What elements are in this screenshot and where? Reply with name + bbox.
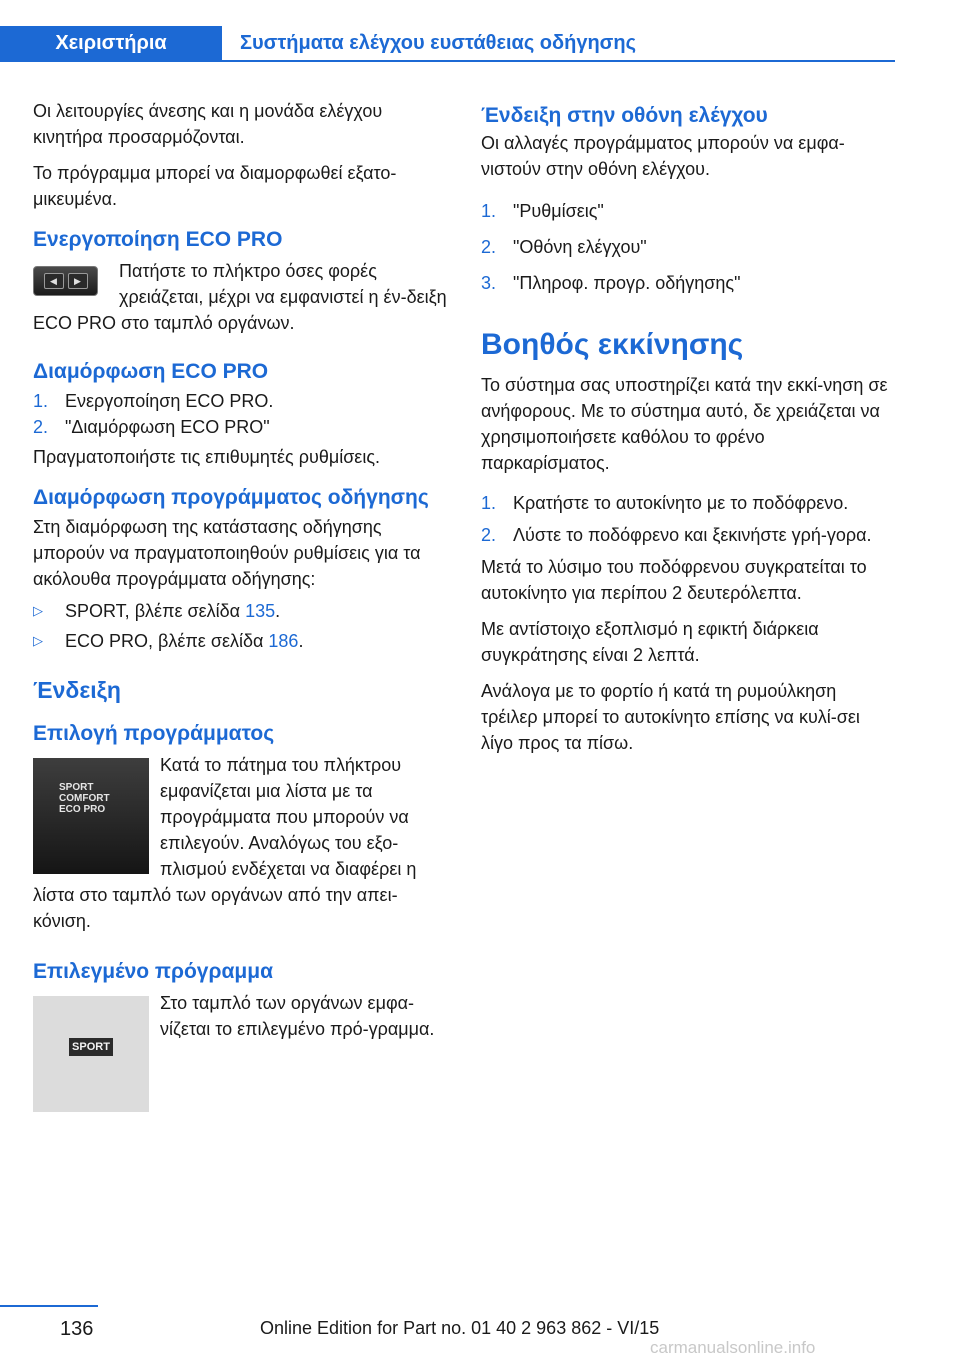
list-item: 1. Κρατήστε το αυτοκίνητο με το ποδόφρενο. [481,493,849,513]
load-rollback-text: Ανάλογα με το φορτίο ή κατά τη ρυμούλκηση τρέιλερ μπορεί το αυτοκίνητο επίσης να κυλί-σει λίγο προς τα πίσω. [481,681,860,753]
menu-item-eco-pro: ECO PRO [59,804,106,815]
heading-activation: Ενεργοποίηση ECO PRO [33,228,283,251]
program-config-text: Στη διαμόρφωση της κατάστασης οδήγησης μπορούν να πραγματοποιηθούν ρυθμίσεις για τα ακόλουθα προγράμματα οδήγησης: [33,517,421,589]
header-rule [0,60,895,62]
list-item: 2. "Διαμόρφωση ECO PRO" [33,417,270,437]
start-assist-steps [481,490,895,548]
footer-rule [0,1305,98,1307]
customize-paragraph: Το πρόγραμμα μπορεί να διαμορφωθεί εξατο-μικευμένα. [33,163,397,209]
program-list-image [33,758,149,874]
control-display-steps [481,198,895,296]
arrow-left-icon: ◀ [44,273,64,289]
hold-duration-text: Μετά το λύσιμο του ποδόφρενου συγκρατείται το αυτοκίνητο για περίπου 2 δευτερόλεπτα. [481,557,867,603]
list-item: ▷ ECO PRO, βλέπε σελίδα 186. [33,628,451,654]
program-select-block [33,752,451,934]
start-assist-text: Το σύστημα σας υποστηρίζει κατά την εκκί-νηση σε ανήφορους. Με το σύστημα αυτό, δε χρειάζεται να χρησιμοποιήσετε καθόλου το φρένο παρκαρίσματος. [481,375,888,473]
eco-config-steps [33,388,451,440]
selected-program-image [33,996,149,1112]
watermark: carmanualsonline.info [650,1338,816,1357]
list-item: 2. "Οθόνη ελέγχου" [481,237,647,257]
page-number: 136 [60,1318,94,1340]
selected-program-block [33,990,451,1116]
right-column [481,98,895,766]
heading-start-assist: Βοηθός εκκίνησης [481,328,744,361]
program-bullets [33,598,451,654]
menu-item-comfort: COMFORT [59,793,110,804]
page-link[interactable]: 186 [268,631,299,651]
eco-config-after: Πραγματοποιήστε τις επιθυμητές ρυθμίσεις. [33,447,381,467]
control-display-text: Οι αλλαγές προγράμματος μπορούν να εμφα-νιστούν στην οθόνη ελέγχου. [481,133,845,179]
intro-paragraph: Οι λειτουργίες άνεσης και η μονάδα ελέγχου κινητήρα προσαρμόζονται. [33,101,383,147]
left-column [33,98,451,1116]
equipment-duration-text: Με αντίστοιχο εξοπλισμό η εφικτή διάρκεια συγκράτησης είναι 2 λεπτά. [481,619,819,665]
edition-info: Online Edition for Part no. 01 40 2 963 862 - VI/15 [260,1318,660,1338]
list-item: ▷ SPORT, βλέπε σελίδα 135. [33,598,451,624]
heading-selected-program: Επιλεγμένο πρόγραμμα [33,960,273,983]
triangle-bullet-icon: ▷ [33,633,43,648]
driving-mode-button-image [33,266,98,296]
heading-program-select: Επιλογή προγράμματος [33,722,275,745]
list-item: 3. "Πληροφ. προγρ. οδήγησης" [481,273,741,293]
heading-program-config: Διαμόρφωση προγράμματος οδήγησης [33,486,429,509]
list-item: 1. Ενεργοποίηση ECO PRO. [33,391,274,411]
heading-eco-config: Διαμόρφωση ECO PRO [33,360,269,383]
heading-display: Ένδειξη [33,677,121,703]
triangle-bullet-icon: ▷ [33,603,43,618]
arrow-right-icon: ▶ [68,273,88,289]
page-header [0,0,960,62]
page-link[interactable]: 135 [245,601,276,621]
program-select-text: Κατά το πάτημα του πλήκτρου εμφανίζεται μια λίστα με τα προγράμματα που μπορούν να επιλεγούν. Αναλόγως του εξο-πλισμού ενδέχεται να διαφέρει η λίστα στο ταμπλό των οργάνων από την απει-κόνιση. [33,755,417,931]
selected-program-text: Στο ταμπλό των οργάνων εμφα-νίζεται το επιλεγμένο πρό-γραμμα. [160,993,435,1039]
list-item: 1. "Ρυθμίσεις" [481,201,604,221]
chapter-tab[interactable]: Χειριστήρια [0,26,222,60]
section-title: Συστήματα ελέγχου ευστάθειας οδήγησης [240,31,636,54]
heading-control-display: Ένδειξη στην οθόνη ελέγχου [481,104,768,127]
list-item: 2. Λύστε το ποδόφρενο και ξεκινήστε γρή-γορα. [481,525,872,545]
program-menu [59,782,110,815]
activation-block [33,258,451,336]
activation-text: Πατήστε το πλήκτρο όσες φορές χρειάζεται, μέχρι να εμφανιστεί η έν-δειξη ECO PRO στο ταμπλό οργάνων. [33,261,447,333]
sport-badge: SPORT [69,1038,113,1056]
menu-item-sport: SPORT [59,782,94,793]
